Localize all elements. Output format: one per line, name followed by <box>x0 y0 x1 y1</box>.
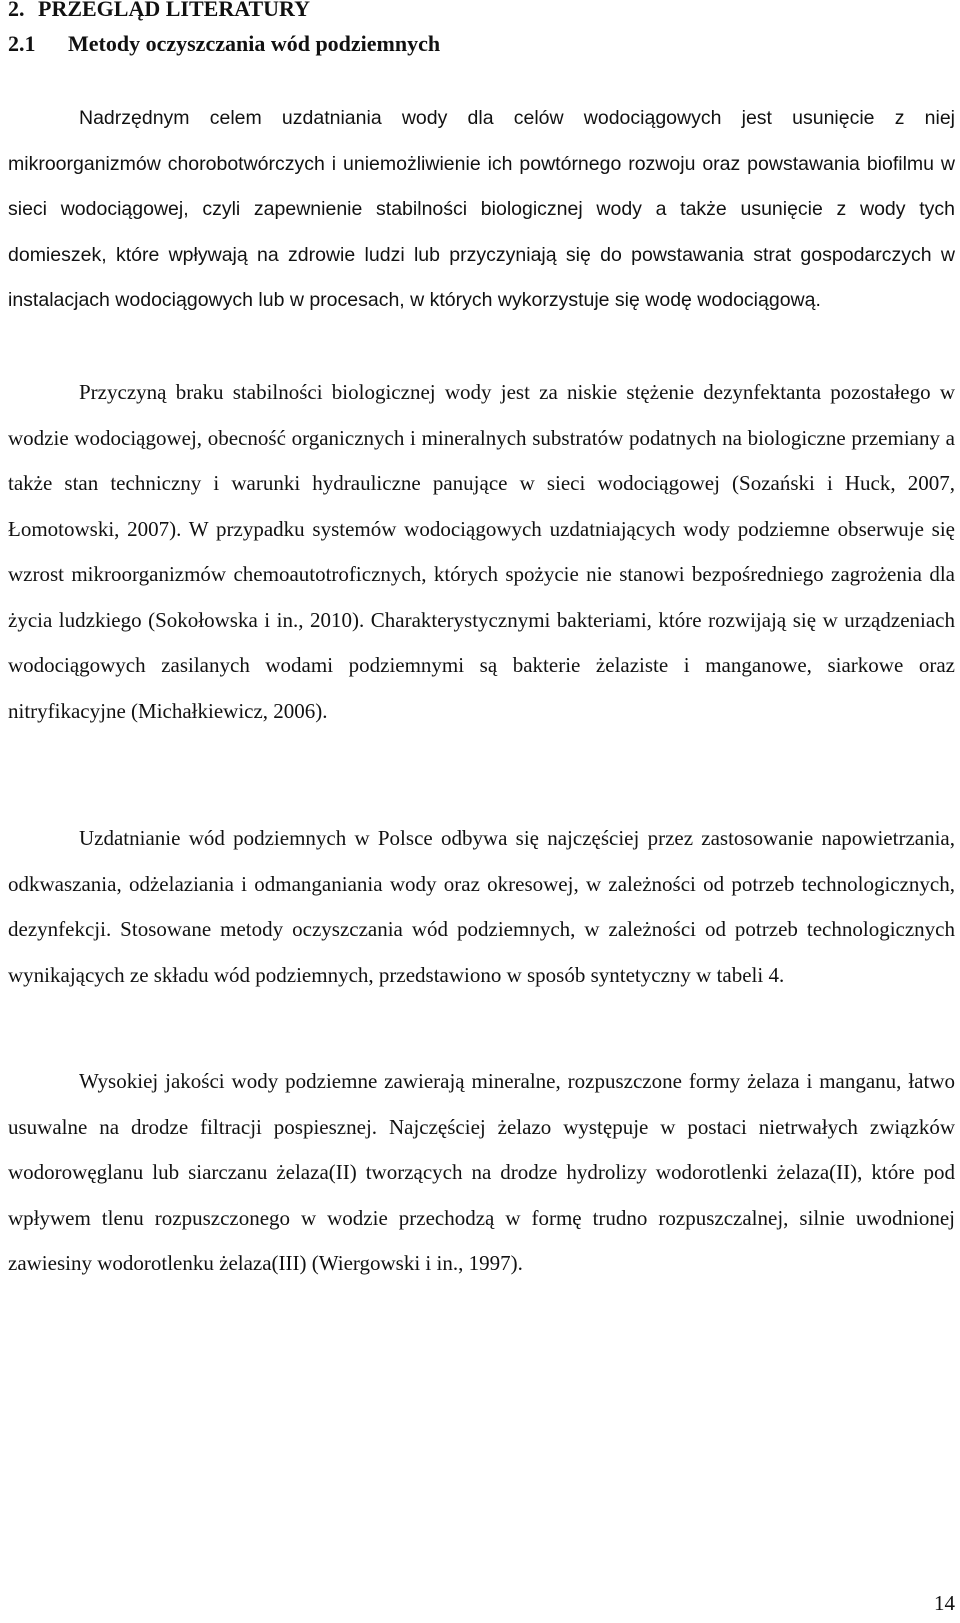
paragraph-3: Uzdatnianie wód podziemnych w Polsce odbywa się najczęściej przez zastosowanie napowietrzania, odkwaszania, odżelaziania i odmanganiania wody oraz okresowej, w zależności od potrzeb technologicznych, dezynfekcji. Stosowane metody oczyszczania wód podziemnych, w zależności od potrzeb technologicznych wynikających ze składu wód podziemnych, przedstawiono w sposób syntetyczny w tabeli 4. <box>8 826 955 987</box>
chapter-heading <box>8 0 310 22</box>
section-heading <box>8 31 440 57</box>
chapter-number: 2. <box>8 0 25 21</box>
body-block-1 <box>8 96 955 324</box>
body-block-3 <box>8 816 955 998</box>
body-block-4 <box>8 1059 955 1287</box>
paragraph-1: Nadrzędnym celem uzdatniania wody dla celów wodociągowych jest usunięcie z niej mikroorganizmów chorobotwórczych i uniemożliwienie ich powtórnego rozwoju oraz powstawania biofilmu w sieci wodociągowej, czyli zapewnienie stabilności biologicznej wody a także usunięcie z wody tych domieszek, które wpływają na zdrowie ludzi lub przyczyniają się do powstawania strat gospodarczych w instalacjach wodociągowych lub w procesach, w których wykorzystuje się wodę wodociągową. <box>8 107 955 311</box>
chapter-title: PRZEGLĄD LITERATURY <box>38 0 311 21</box>
page-number: 14 <box>934 1591 955 1615</box>
paragraph-4: Wysokiej jakości wody podziemne zawierają mineralne, rozpuszczone formy żelaza i manganu, łatwo usuwalne na drodze filtracji pospiesznej. Najczęściej żelazo występuje w postaci nietrwałych związków wodorowęglanu lub siarczanu żelaza(II) tworzących na drodze hydrolizy wodorotlenki żelaza(II), które pod wpływem tlenu rozpuszczonego w wodzie przechodzą w formę trudno rozpuszczalnej, silnie uwodnionej zawiesiny wodorotlenku żelaza(III) (Wiergowski i in., 1997). <box>8 1069 955 1275</box>
paragraph-2: Przyczyną braku stabilności biologicznej wody jest za niskie stężenie dezynfektanta pozostałego w wodzie wodociągowej, obecność organicznych i mineralnych substratów podatnych na biologiczne przemiany a także stan techniczny i warunki hydrauliczne panujące w sieci wodociągowej (Sozański i Huck, 2007, Łomotowski, 2007). W przypadku systemów wodociągowych uzdatniających wody podziemne obserwuje się wzrost mikroorganizmów chemoautotroficznych, których spożycie nie stanowi bezpośredniego zagrożenia dla życia ludzkiego (Sokołowska i in., 2010). Charakterystycznymi bakteriami, które rozwijają się w urządzeniach wodociągowych zasilanych wodami podziemnymi są bakterie żelaziste i manganowe, siarkowe oraz nitryfikacyjne (Michałkiewicz, 2006). <box>8 380 955 723</box>
section-title: Metody oczyszczania wód podziemnych <box>68 31 441 56</box>
body-block-2 <box>8 370 955 734</box>
section-number: 2.1 <box>8 31 36 56</box>
